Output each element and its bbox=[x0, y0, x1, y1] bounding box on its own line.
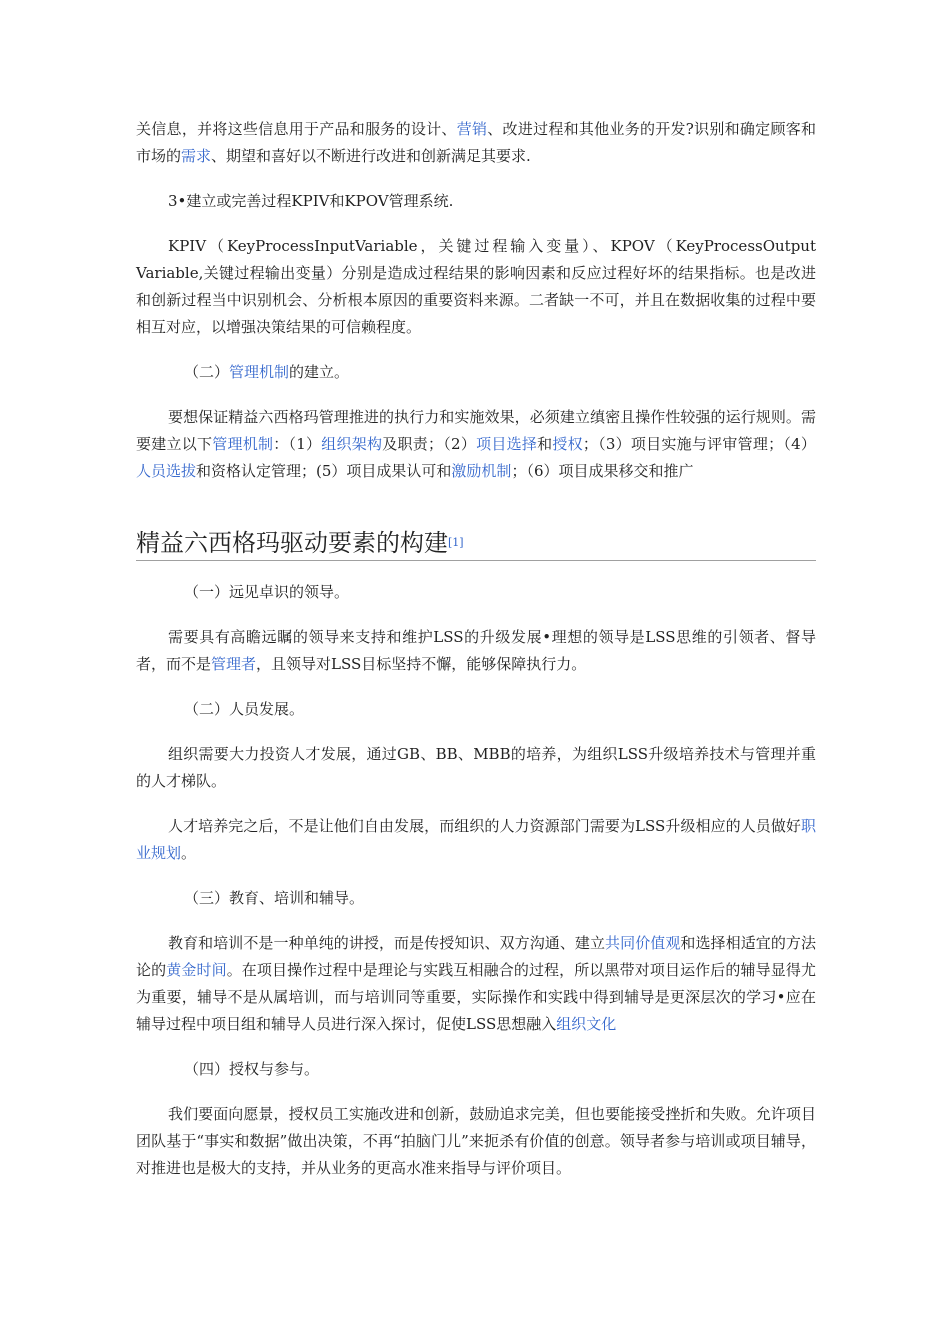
link-personnel-selection[interactable]: 人员选拔 bbox=[136, 462, 197, 480]
link-project-selection[interactable]: 项目选择 bbox=[476, 435, 538, 453]
link-management-mechanism[interactable]: 管理机制 bbox=[229, 363, 290, 381]
paragraph-leadership: 需要具有高瞻远瞩的领导来支持和维护LSS的升级发展•理想的领导是LSS思维的引领者、督导者，而不是管理者，且领导对LSS目标坚持不懈，能够保障执行力。 bbox=[136, 628, 816, 673]
subheading-management-mechanism: （二）管理机制的建立。 bbox=[184, 363, 350, 381]
section-heading-text: 精益六西格玛驱动要素的构建 bbox=[136, 529, 448, 557]
link-authorization[interactable]: 授权 bbox=[552, 435, 583, 453]
subheading-empowerment: （四）授权与参与。 bbox=[184, 1060, 320, 1078]
link-marketing[interactable]: 营销 bbox=[456, 120, 488, 138]
paragraph-kpiv-kpov: KPIV（KeyProcessInputVariable，关键过程输入变量）、KPOV（KeyProcessOutput Variable,关键过程输出变量）分别是造成过程结果的影响因素和反应过程好坏的结果指标。也是改进和创新过程当中识别机会、分析根本原因的重要资料来源。二者缺一不可，并且在数据收集的过程中要相互对应，以增强决策结果的可信赖程度。 bbox=[136, 237, 816, 336]
paragraph-personnel-development-1: 组织需要大力投资人才发展，通过GB、BB、MBB的培养，为组织LSS升级培养技术与管理并重的人才梯队。 bbox=[136, 745, 816, 790]
paragraph-education-training: 教育和培训不是一种单纯的讲授，而是传授知识、双方沟通、建立共同价值观和选择相适宜的方法论的黄金时间。在项目操作过程中是理论与实践互相融合的过程，所以黑带对项目运作后的辅导显得尤为重要，辅导不是从属培训，而与培训同等重要，实际操作和实践中得到辅导是更深层次的学习•应在辅导过程中项目组和辅导人员进行深入探讨，促使LSS思想融入组织文化 bbox=[136, 934, 816, 1033]
reference-link[interactable]: [1] bbox=[448, 536, 464, 549]
link-demand[interactable]: 需求 bbox=[181, 147, 212, 165]
paragraph-mechanism-list: 要想保证精益六西格玛管理推进的执行力和实施效果，必须建立缜密且操作性较强的运行规则。需要建立以下管理机制：（1）组织架构及职责；（2）项目选择和授权；（3）项目实施与评审管理；（4）人员选拔和资格认定管理；(5）项目成果认可和激励机制；（6）项目成果移交和推广 bbox=[136, 408, 816, 480]
paragraph-kpiv-kpov-title: 3•建立或完善过程KPIV和KPOV管理系统. bbox=[168, 192, 454, 210]
section-heading bbox=[136, 527, 816, 561]
paragraph-personnel-development-2: 人才培养完之后，不是让他们自由发展，而组织的人力资源部门需要为LSS升级相应的人员做好职业规划。 bbox=[136, 817, 816, 862]
paragraph-customer-info: 关信息，并将这些信息用于产品和服务的设计、营销、改进过程和其他业务的开发?识别和确定顾客和市场的需求、期望和喜好以不断进行改进和创新满足其要求. bbox=[136, 120, 816, 165]
subheading-personnel-development: （二）人员发展。 bbox=[184, 700, 305, 718]
link-org-structure[interactable]: 组织架构 bbox=[321, 435, 383, 453]
subheading-leadership: （一）远见卓识的领导。 bbox=[184, 583, 350, 601]
document-body bbox=[136, 116, 816, 1182]
subheading-education-training: （三）教育、培训和辅导。 bbox=[184, 889, 365, 907]
link-golden-time[interactable]: 黄金时间 bbox=[166, 961, 227, 979]
link-career-planning[interactable]: 职业规划 bbox=[136, 817, 816, 862]
paragraph-empowerment: 我们要面向愿景，授权员工实施改进和创新，鼓励追求完美，但也要能接受挫折和失败。允许项目团队基于“事实和数据”做出决策，不再“拍脑门儿”来扼杀有价值的创意。领导者参与培训或项目辅导，对推进也是极大的支持，并从业务的更高水准来指导与评价项目。 bbox=[136, 1105, 816, 1177]
link-shared-values[interactable]: 共同价值观 bbox=[605, 934, 681, 952]
link-incentive-mechanism[interactable]: 激励机制 bbox=[451, 462, 512, 480]
link-manager[interactable]: 管理者 bbox=[211, 655, 257, 673]
link-management-mechanism-2[interactable]: 管理机制 bbox=[212, 435, 274, 453]
link-org-culture[interactable]: 组织文化 bbox=[556, 1015, 617, 1033]
